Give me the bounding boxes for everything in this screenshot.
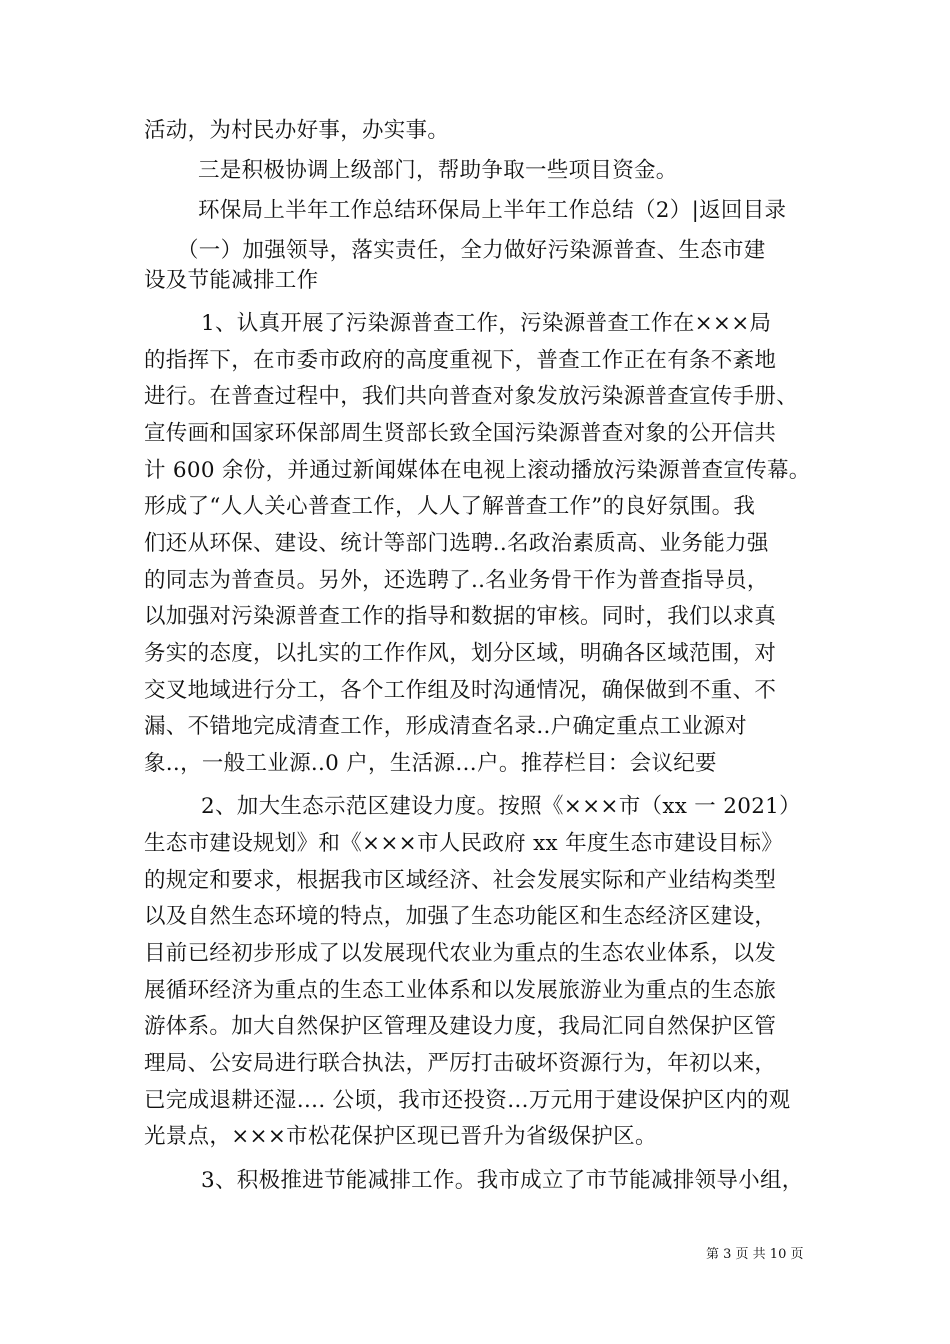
text-line: 们还从环保、建设、统计等部门选聘..名政治素质高、业务能力强 [144, 531, 769, 556]
text-line: 宣传画和国家环保部周生贤部长致全国污染源普查对象的公开信共 [144, 421, 777, 446]
text-line: 理局、公安局进行联合执法，严厉打击破坏资源行为，年初以来， [144, 1051, 777, 1076]
text-line: 目前已经初步形成了以发展现代农业为重点的生态农业体系，以发 [144, 941, 777, 966]
text-line: 交叉地域进行分工，各个工作组及时沟通情况，确保做到不重、不 [144, 678, 777, 703]
text-line: 已完成退耕还湿…. 公顷，我市还投资…万元用于建设保护区内的观 [144, 1088, 791, 1113]
text-line: （一）加强领导，落实责任，全力做好污染源普查、生态市建 [177, 238, 766, 263]
text-line: 活动，为村民办好事，办实事。 [144, 118, 450, 143]
text-line: 生态市建设规划》和《×××市人民政府 xx 年度生态市建设目标》 [144, 831, 784, 856]
text-line: 进行。在普查过程中，我们共向普查对象发放污染源普查宣传手册、 [144, 384, 799, 409]
text-line: 三是积极协调上级部门，帮助争取一些项目资金。 [198, 158, 678, 183]
text-line: 展循环经济为重点的生态工业体系和以发展旅游业为重点的生态旅 [144, 978, 777, 1003]
text-line: 环保局上半年工作总结环保局上半年工作总结（2）|返回目录 [198, 198, 787, 223]
text-line: 光景点，×××市松花保护区现已晋升为省级保护区。 [144, 1124, 657, 1149]
text-line: 的同志为普查员。另外，还选聘了..名业务骨干作为普查指导员， [144, 568, 769, 593]
text-line: 以及自然生态环境的特点，加强了生态功能区和生态经济区建设， [144, 904, 777, 929]
text-line: 以加强对污染源普查工作的指导和数据的审核。同时，我们以求真 [144, 604, 777, 629]
text-line: 游体系。加大自然保护区管理及建设力度，我局汇同自然保护区管 [144, 1014, 777, 1039]
text-line: 1、认真开展了污染源普查工作，污染源普查工作在×××局 [201, 311, 772, 336]
text-line: 的规定和要求，根据我市区域经济、社会发展实际和产业结构类型 [144, 868, 777, 893]
text-line: 3、积极推进节能减排工作。我市成立了市节能减排领导小组， [201, 1168, 804, 1193]
text-line: 漏、不错地完成清查工作，形成清查名录..户确定重点工业源对 [144, 714, 747, 739]
page-number: 第 3 页 共 10 页 [706, 1247, 804, 1262]
text-line: 2、加大生态示范区建设力度。按照《×××市（xx 一 2021） [201, 794, 801, 819]
text-line: 计 600 余份，并通过新闻媒体在电视上滚动播放污染源普查宣传幕。 [144, 458, 811, 483]
text-line: 务实的态度，以扎实的工作作风，划分区域，明确各区域范围，对 [144, 641, 777, 666]
text-line: 的指挥下，在市委市政府的高度重视下，普查工作正在有条不紊地 [144, 348, 777, 373]
text-line: 象..，一般工业源..0 户，生活源…户。推荐栏目：会议纪要 [144, 751, 717, 776]
text-line: 设及节能减排工作 [144, 268, 319, 293]
text-line: 形成了“人人关心普查工作，人人了解普查工作”的良好氛围。我 [144, 494, 756, 519]
